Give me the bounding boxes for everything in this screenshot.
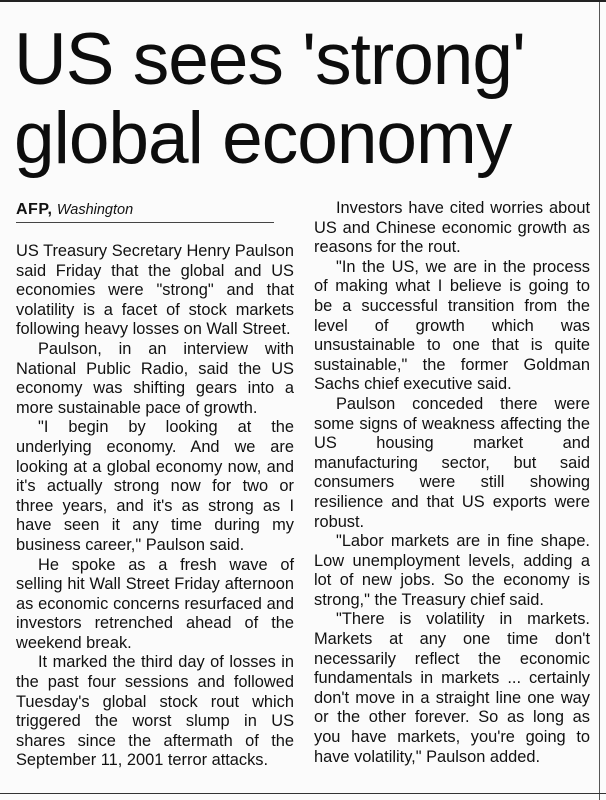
byline-agency: AFP, [16, 201, 53, 218]
column-rule [599, 2, 600, 800]
article-column-left [16, 200, 294, 771]
paragraph: Paulson, in an interview with National Public Radio, said the US economy was shifting gears into a more sustainable pace of growth. [16, 339, 294, 417]
bottom-rule [0, 793, 606, 794]
paragraph: He spoke as a fresh wave of selling hit Wall Street Friday afternoon as economic concerns resurfaced and investors retrenched ahead of the weekend break. [16, 555, 294, 652]
paragraph: "In the US, we are in the process of making what I believe is going to be a successful transition from the level of growth which was unsustainable to one that is quite sustainable," the former Goldman Sachs chief executive said. [314, 257, 590, 394]
headline: US sees 'strong' global economy [14, 19, 525, 179]
paragraph: "Labor markets are in fine shape. Low unemployment levels, adding a lot of new jobs. So the economy is strong," the Treasury chief said. [314, 532, 590, 609]
paragraph: Paulson conceded there were some signs of weakness affecting the US housing market and manufacturing sector, but said consumers were still showing resilience and that US exports were robust. [314, 394, 590, 531]
paragraph: US Treasury Secretary Henry Paulson said Friday that the global and US economies were "strong" and that volatility is a facet of stock markets following heavy losses on Wall Street. [16, 242, 294, 339]
paragraph: "I begin by looking at the underlying economy. And we are looking at a global economy now, and it's actually strong now for two or three years, and it's as strong as I have seen it any time during my business career," Paulson said. [16, 418, 294, 554]
paragraph: "There is volatility in markets. Markets at any one time don't necessarily reflect the economic fundamentals in markets ... certainly don't move in a straight line one way or the other forever. So as long as you have markets, you're going to have volatility," Paulson added. [314, 610, 590, 766]
paragraph: It marked the third day of losses in the past four sessions and followed Tuesday's global stock rout which triggered the worst slump in US shares since the aftermath of the September 11, 2001 terror attacks. [16, 653, 294, 770]
byline [16, 200, 274, 223]
article-column-right [314, 199, 590, 767]
byline-location: Washington [56, 202, 134, 218]
paragraph: Investors have cited worries about US and Chinese economic growth as reasons for the rout. [314, 199, 590, 257]
